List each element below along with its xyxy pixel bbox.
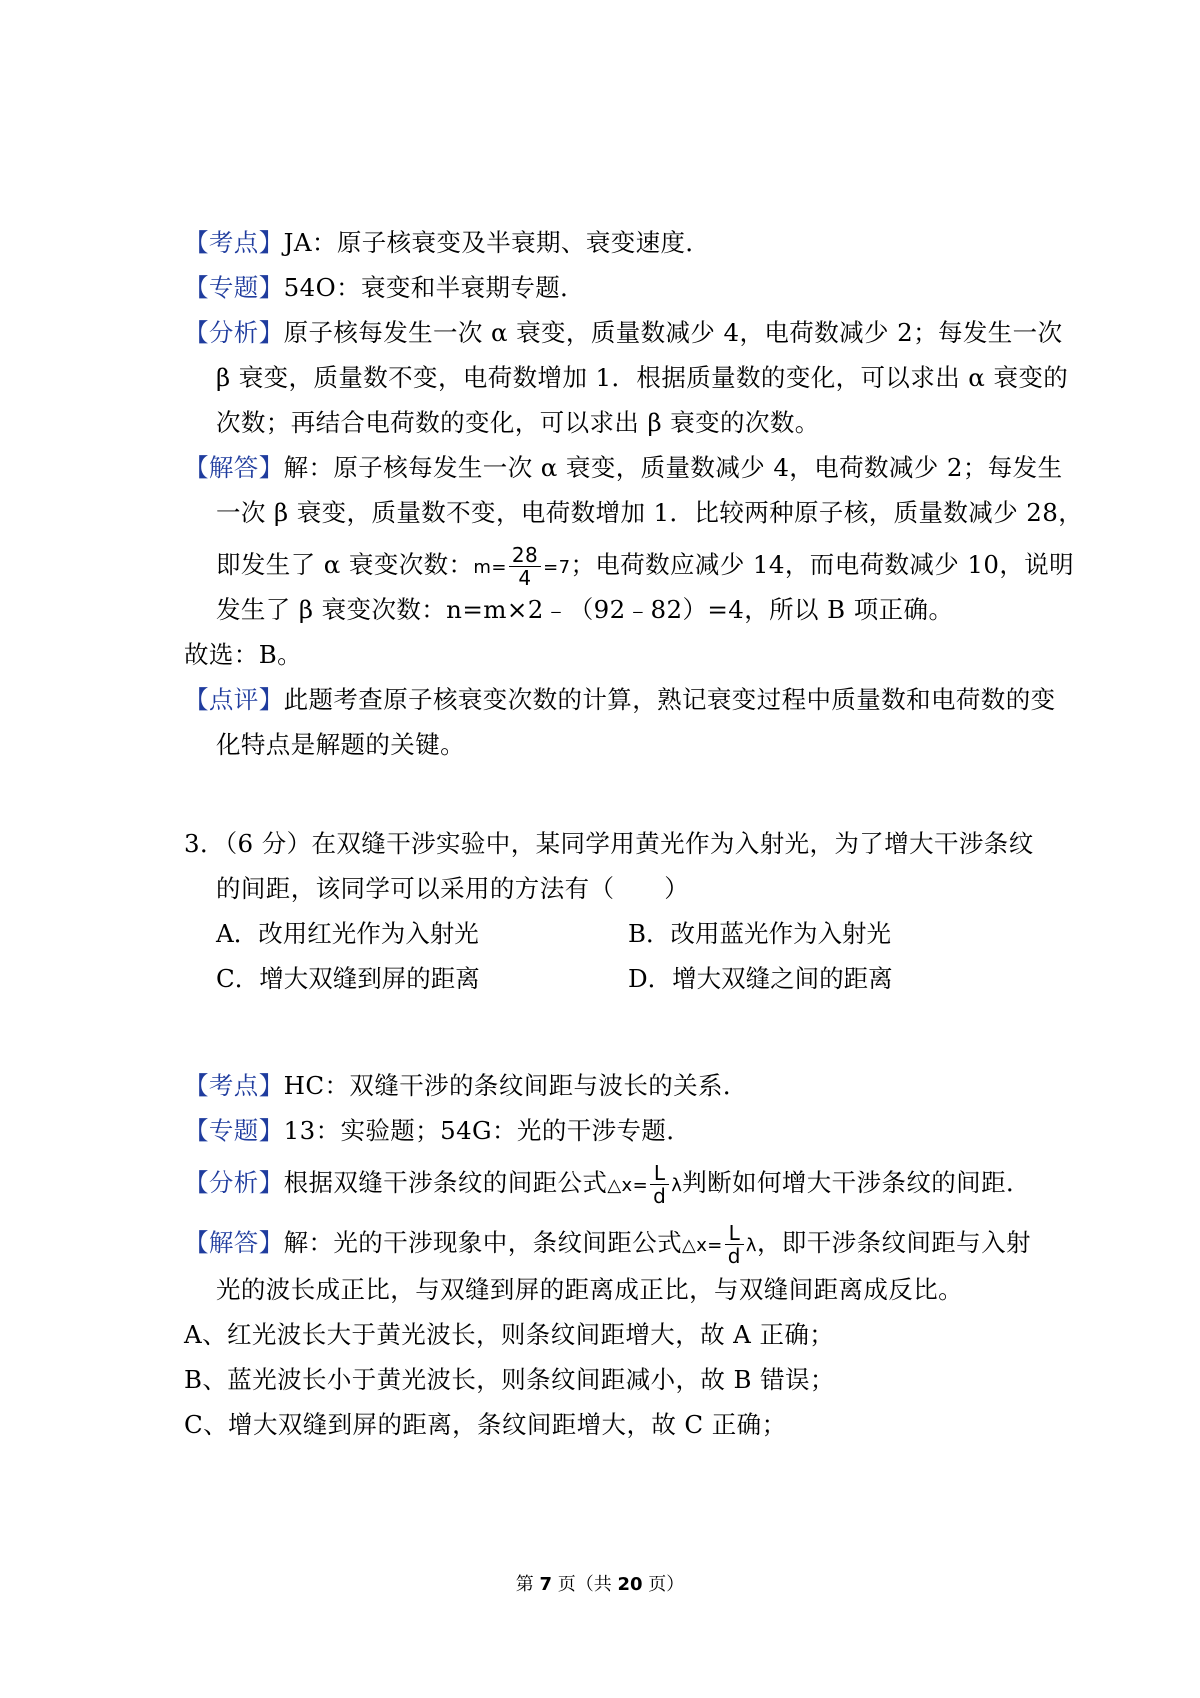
fraction-denominator: d: [653, 1184, 667, 1208]
fringe-formula-fraction: [650, 1162, 669, 1207]
fringe-formula-prefix: △x=: [682, 1235, 723, 1256]
alpha-count-fraction: [509, 544, 541, 589]
alpha-count-formula-prefix: m=: [473, 557, 507, 578]
q2-jieda-text-4: 发生了 β 衰变次数：n=m×2﹣（92﹣82）=4，所以 B 项正确。: [216, 595, 954, 624]
fraction-numerator: L: [725, 1222, 744, 1245]
q3-kaodian-line: [184, 1068, 748, 1104]
fringe-formula-fraction: [725, 1222, 744, 1267]
q3-zhuanti-line: [184, 1113, 691, 1149]
q3-jieda-line: [184, 1222, 1031, 1267]
fringe-formula-prefix: △x=: [607, 1175, 649, 1196]
zhuanti-label: 【专题】: [184, 1116, 284, 1145]
q2-kaodian-line: [184, 225, 710, 261]
footer-total-pages: 20: [617, 1574, 643, 1595]
q3-stem-line-2: 的间距，该同学可以采用的方法有（ ）: [216, 874, 690, 903]
q3-option-a: A．改用红光作为入射光: [216, 919, 479, 948]
q2-jieda-text-2: 一次 β 衰变，质量数不变，电荷数增加 1．比较两种原子核，质量数减少 28，: [216, 498, 1084, 527]
fringe-formula-lambda: λ: [745, 1235, 757, 1256]
q3-kaodian-text: HC：双缝干涉的条纹间距与波长的关系．: [283, 1071, 748, 1100]
footer-page-number: 7: [539, 1574, 552, 1595]
zhuanti-label: 【专题】: [184, 273, 284, 302]
fraction-numerator: L: [650, 1162, 669, 1185]
q3-fenxi-text-pre: 根据双缝干涉条纹的间距公式: [283, 1168, 608, 1197]
q2-dianping-line: [184, 682, 1056, 718]
fraction-numerator: 28: [509, 544, 541, 567]
q3-option-d: D．增大双缝之间的距离: [628, 964, 893, 993]
q3-option-c: C．增大双缝到屏的距离: [216, 964, 480, 993]
q3-option-b: B．改用蓝光作为入射光: [628, 919, 892, 948]
fringe-formula-lambda: λ: [671, 1175, 683, 1196]
q3-jieda-text-post: ，即干涉条纹间距与入射: [756, 1228, 1031, 1257]
q2-jieda-text-1: 解：原子核每发生一次 α 衰变，质量数减少 4，电荷数减少 2；每发生: [283, 453, 1063, 482]
q2-fenxi-text-2: β 衰变，质量数不变，电荷数增加 1．根据质量数的变化，可以求出 α 衰变的: [216, 363, 1069, 392]
kaodian-label: 【考点】: [184, 1071, 284, 1100]
fenxi-label: 【分析】: [184, 1168, 284, 1197]
q2-answer: 故选：B。: [184, 640, 303, 669]
page-footer: [0, 1573, 1200, 1597]
q3-zhuanti-text: 13：实验题；54G：光的干涉专题．: [283, 1116, 692, 1145]
footer-prefix: 第: [515, 1574, 534, 1595]
q2-fenxi-text-1: 原子核每发生一次 α 衰变，质量数减少 4，电荷数减少 2；每发生一次: [283, 318, 1063, 347]
q2-fenxi-line: [184, 315, 1062, 351]
q2-fenxi-text-3: 次数；再结合电荷数的变化，可以求出 β 衰变的次数。: [216, 408, 820, 437]
jieda-label: 【解答】: [184, 453, 284, 482]
fenxi-label: 【分析】: [184, 318, 284, 347]
q3-line-b: B、蓝光波长小于黄光波长，则条纹间距减小，故 B 错误；: [184, 1365, 835, 1394]
q2-dianping-text-1: 此题考查原子核衰变次数的计算，熟记衰变过程中质量数和电荷数的变: [283, 685, 1056, 714]
q2-zhuanti-text: 54O：衰变和半衰期专题．: [283, 273, 586, 302]
q2-jieda-line-3: [216, 544, 1074, 589]
q2-jieda-text-3a: 即发生了 α 衰变次数：: [216, 550, 474, 579]
alpha-count-formula-result: =7: [543, 557, 571, 578]
fraction-denominator: d: [727, 1244, 741, 1268]
kaodian-label: 【考点】: [184, 228, 284, 257]
q2-zhuanti-line: [184, 270, 585, 306]
q3-fenxi-line: [184, 1162, 1031, 1207]
jieda-label: 【解答】: [184, 1228, 284, 1257]
q2-jieda-line: [184, 450, 1062, 486]
footer-suffix: 页）: [648, 1574, 685, 1595]
q2-dianping-text-2: 化特点是解题的关键。: [216, 730, 465, 759]
fraction-denominator: 4: [518, 566, 532, 590]
q2-kaodian-text: JA：原子核衰变及半衰期、衰变速度．: [283, 228, 711, 257]
q2-jieda-text-3b: ；电荷数应减少 14，而电荷数减少 10，说明: [570, 550, 1075, 579]
footer-middle: 页（共: [557, 1574, 612, 1595]
q3-stem-line-1: 3．（6 分）在双缝干涉实验中，某同学用黄光作为入射光，为了增大干涉条纹: [184, 829, 1034, 858]
q3-jieda-text-2: 光的波长成正比，与双缝到屏的距离成正比，与双缝间距离成反比。: [216, 1275, 963, 1304]
dianping-label: 【点评】: [184, 685, 284, 714]
q3-line-c: C、增大双缝到屏的距离，条纹间距增大，故 C 正确；: [184, 1410, 787, 1439]
q3-fenxi-text-post: 判断如何增大干涉条纹的间距．: [682, 1168, 1031, 1197]
q3-jieda-text-pre: 解：光的干涉现象中，条纹间距公式: [283, 1228, 683, 1257]
q3-line-a: A、红光波长大于黄光波长，则条纹间距增大，故 A 正确；: [184, 1320, 835, 1349]
